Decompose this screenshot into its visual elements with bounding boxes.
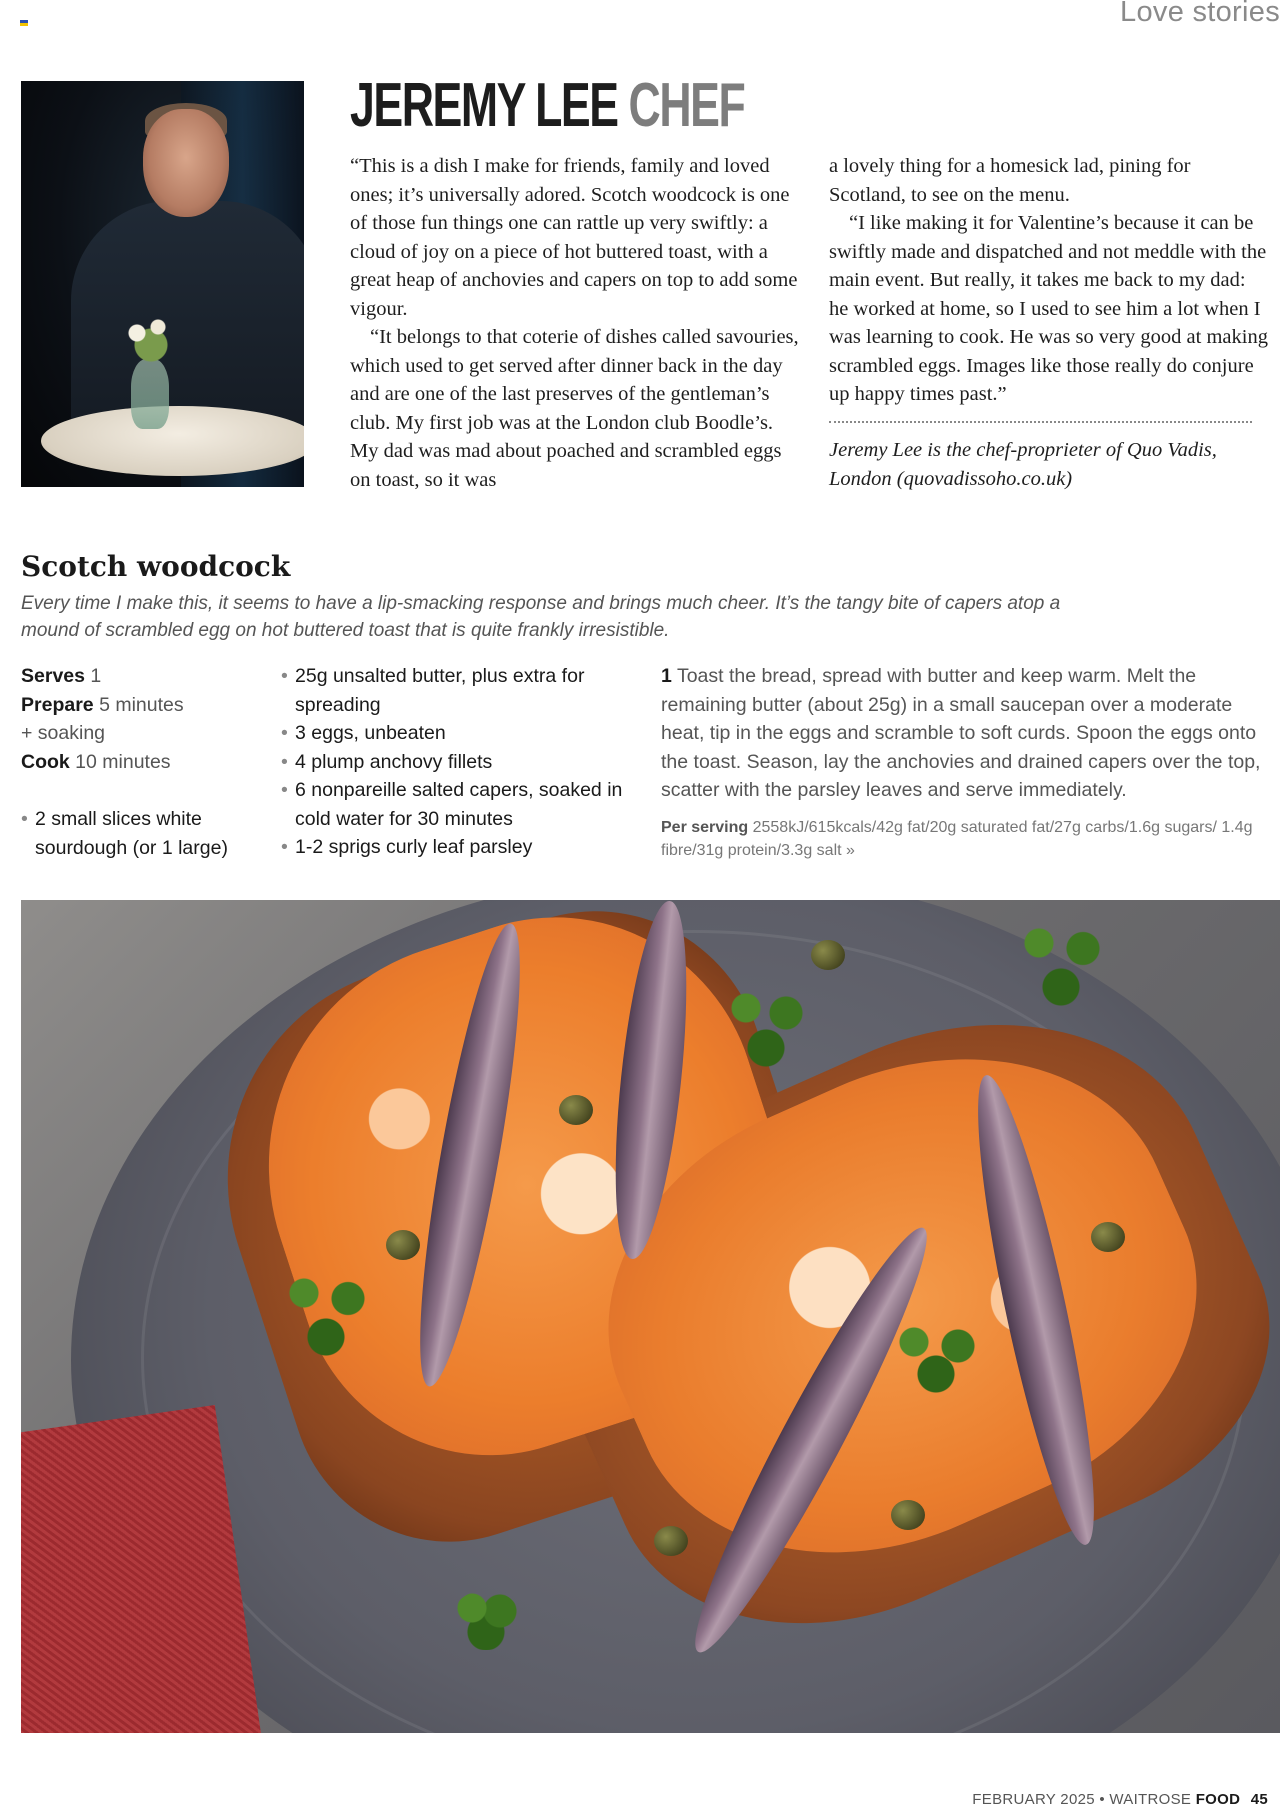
prepare-extra: + soaking [21, 722, 106, 744]
food-photo-image [21, 900, 1280, 1733]
intro-column-2 [829, 152, 1269, 409]
page-number: 45 [1250, 1791, 1268, 1808]
prepare-value: 5 minutes [99, 693, 184, 716]
chef-name: JEREMY LEE [350, 71, 618, 140]
footer-date: FEBRUARY 2025 [972, 1791, 1095, 1808]
method-step-text: Toast the bread, spread with butter and keep warm. Melt the remaining butter (about 25g) in a small saucepan over a moderate heat, tip in the eggs and scramble to soft curds. Spoon the eggs onto the toast. Season, lay the anchovies and drained capers over the top, scatter with the parsley leaves and serve immediately. [661, 665, 1261, 801]
recipe-standfirst: Every time I make this, it seems to have a lip-smacking response and brings much cheer. It’s the tangy bite of capers atop a mound of scrambled egg on hot buttered toast that is quite frankly irresistible. [21, 593, 1061, 641]
nutrition-text: 2558kJ/615kcals/42g fat/20g saturated fat/27g carbs/1.6g sugars/ 1.4g fibre/31g protein/3.3g salt » [661, 819, 1253, 859]
recipe-meta [21, 662, 261, 776]
flag-icon [20, 20, 28, 26]
ingredient-item: • 1-2 sprigs curly leaf parsley [281, 833, 641, 862]
footer-brand-light: WAITROSE [1109, 1791, 1192, 1808]
ingredient-item: • 3 eggs, unbeaten [281, 719, 641, 748]
chef-portrait-image [21, 81, 304, 487]
intro-column-1 [350, 152, 800, 494]
section-label: Love stories [1120, 0, 1280, 28]
serves-label: Serves [21, 665, 85, 687]
page-footer [972, 1791, 1268, 1808]
ingredient-item: • 2 small slices white sourdough (or 1 large) [21, 805, 261, 862]
ingredient-item: • 4 plump anchovy fillets [281, 748, 641, 777]
intro-paragraph: “This is a dish I make for friends, family and loved ones; it’s universally adored. Scotch woodcock is one of those fun things one can rattle up very swiftly: a cloud of joy on a piece of hot buttered toast, with a great heap of anchovies and capers on top to add some vigour. [350, 155, 798, 320]
method-step [661, 662, 1271, 805]
intro-paragraph: a lovely thing for a homesick lad, pining for Scotland, to see on the menu. [829, 155, 1191, 206]
nutrition-label: Per serving [661, 819, 749, 836]
footer-brand-bold: FOOD [1195, 1791, 1241, 1808]
ingredients-list-2 [281, 662, 641, 862]
ingredients-list-1 [21, 805, 261, 862]
bio-divider [829, 421, 1252, 423]
ingredient-item: • 6 nonpareille salted capers, soaked in cold water for 30 minutes [281, 776, 641, 833]
footer-separator: • [1099, 1791, 1105, 1808]
method-step-number: 1 [661, 665, 672, 687]
chef-role: CHEF [628, 71, 745, 140]
intro-paragraph: “It belongs to that coterie of dishes called savouries, which used to get served after dinner back in the day and are one of the last preserves of the gentleman’s club. My first job was at the London club Boodle’s. My dad was mad about poached and scrambled eggs on toast, so it was [350, 326, 799, 491]
chef-bio: Jeremy Lee is the chef-proprieter of Quo Vadis, London (quovadissoho.co.uk) [829, 439, 1217, 490]
serves-value: 1 [90, 665, 102, 687]
nutrition-info [661, 816, 1261, 862]
cook-label: Cook [21, 750, 70, 773]
recipe-title: Scotch woodcock [21, 550, 291, 583]
chef-heading [350, 70, 744, 141]
intro-paragraph: “I like making it for Valentine’s because it can be swiftly made and dispatched and not meddle with the main event. But really, it takes me back to my dad: he worked at home, so I used to see him a lot when I was learning to cook. He was so very good at making scrambled eggs. Images like those really do conjure up happy times past.” [829, 212, 1268, 405]
prepare-label: Prepare [21, 693, 94, 716]
ingredient-item: • 25g unsalted butter, plus extra for spreading [281, 662, 641, 719]
cook-value: 10 minutes [75, 750, 171, 773]
